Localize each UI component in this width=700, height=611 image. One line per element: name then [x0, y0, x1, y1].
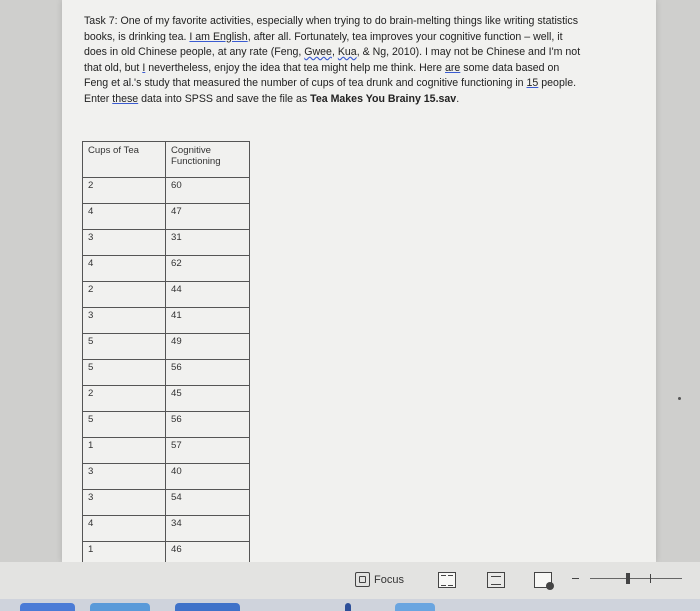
data-table [82, 141, 250, 568]
table-row [83, 386, 250, 412]
table-row [83, 464, 250, 490]
table-row [83, 282, 250, 308]
cell-cognitive-functioning[interactable]: 34 [166, 516, 250, 542]
cell-cognitive-functioning[interactable]: 57 [166, 438, 250, 464]
table-row [83, 438, 250, 464]
grammar-flag: I [142, 61, 146, 74]
zoom-thumb[interactable] [626, 573, 630, 584]
cell-cognitive-functioning[interactable]: 41 [166, 308, 250, 334]
taskbar-item[interactable] [395, 603, 435, 611]
table-row [83, 360, 250, 386]
focus-button[interactable] [355, 572, 404, 587]
print-layout-icon[interactable] [487, 572, 505, 588]
cell-cognitive-functioning[interactable]: 31 [166, 230, 250, 256]
cell-cups-of-tea[interactable]: 3 [83, 308, 166, 334]
read-mode-icon[interactable] [438, 572, 456, 588]
cell-cups-of-tea[interactable]: 5 [83, 360, 166, 386]
cell-cups-of-tea[interactable]: 4 [83, 516, 166, 542]
task-text: people. Enter [84, 77, 577, 105]
document-page [62, 0, 656, 562]
cell-cognitive-functioning[interactable]: 49 [166, 334, 250, 360]
cell-cups-of-tea[interactable]: 3 [83, 490, 166, 516]
cell-cognitive-functioning[interactable]: 62 [166, 256, 250, 282]
table-row [83, 334, 250, 360]
spelling-flag: Gwee [304, 46, 332, 59]
cell-cups-of-tea[interactable]: 5 [83, 412, 166, 438]
cell-cups-of-tea[interactable]: 3 [83, 464, 166, 490]
table-row [83, 412, 250, 438]
header-cups-of-tea[interactable]: Cups of Tea [83, 142, 166, 178]
task-text: . [456, 92, 460, 105]
cell-cups-of-tea[interactable]: 2 [83, 282, 166, 308]
cell-cups-of-tea[interactable]: 5 [83, 334, 166, 360]
taskbar-item[interactable] [175, 603, 240, 611]
cell-cognitive-functioning[interactable]: 56 [166, 360, 250, 386]
file-name: Tea Makes You Brainy 15.sav [310, 92, 457, 105]
table-row [83, 204, 250, 230]
cell-cups-of-tea[interactable]: 4 [83, 256, 166, 282]
taskbar-strip [0, 599, 700, 611]
cell-cups-of-tea[interactable]: 2 [83, 178, 166, 204]
task-paragraph [84, 14, 584, 108]
cell-cups-of-tea[interactable]: 3 [83, 230, 166, 256]
table-row [83, 230, 250, 256]
cell-cognitive-functioning[interactable]: 56 [166, 412, 250, 438]
cell-cups-of-tea[interactable]: 4 [83, 204, 166, 230]
task-text: , after all. Fortunately, tea improves your cognitive function – well, it does in old Chinese people, at any rate (Feng, [84, 30, 563, 59]
grammar-flag: 15 [526, 77, 539, 90]
table-row [83, 516, 250, 542]
cell-cups-of-tea[interactable]: 2 [83, 386, 166, 412]
taskbar-item[interactable] [90, 603, 150, 611]
header-cognitive-functioning[interactable]: Cognitive Functioning [166, 142, 250, 178]
cell-cups-of-tea[interactable]: 1 [83, 438, 166, 464]
taskbar-item[interactable] [345, 603, 351, 611]
grammar-flag: I am English [189, 30, 248, 43]
cell-cups-of-tea[interactable]: 1 [83, 542, 166, 568]
table-row [83, 256, 250, 282]
table-row [83, 178, 250, 204]
cell-cognitive-functioning[interactable]: 44 [166, 282, 250, 308]
cell-cognitive-functioning[interactable]: 45 [166, 386, 250, 412]
taskbar-item[interactable] [20, 603, 75, 611]
task-text: , [331, 46, 338, 59]
task-text: data into SPSS and save the file as [138, 92, 311, 105]
focus-label: Focus [374, 573, 404, 586]
web-layout-icon[interactable] [534, 572, 552, 588]
zoom-track[interactable] [590, 578, 682, 579]
cell-cognitive-functioning[interactable]: 47 [166, 204, 250, 230]
focus-icon [355, 572, 370, 587]
table-row [83, 490, 250, 516]
cell-cognitive-functioning[interactable]: 54 [166, 490, 250, 516]
zoom-in-icon[interactable] [650, 574, 651, 583]
task-text: some data based on Feng et al.'s study that measured the number of cups of tea drunk and cognitive functioning in [84, 61, 560, 90]
table-header-row [83, 142, 250, 178]
task-text: nevertheless, enjoy the idea that tea might help me think. Here [145, 61, 446, 74]
table-row [83, 308, 250, 334]
task-text: Task 7: One of my favorite activities, especially when trying to do brain-melting things like writing statistics books, is drinking tea. [84, 15, 578, 43]
spelling-flag: Kua [337, 46, 357, 59]
cell-cognitive-functioning[interactable]: 60 [166, 178, 250, 204]
grammar-flag: are [445, 61, 461, 74]
task-text: , & Ng, 2010). I may not be Chinese and I'm not that old, but [84, 46, 581, 74]
cell-cognitive-functioning[interactable]: 46 [166, 542, 250, 568]
cursor-dot [678, 397, 681, 400]
grammar-flag: these [112, 92, 139, 105]
zoom-out-icon[interactable] [572, 578, 579, 579]
cell-cognitive-functioning[interactable]: 40 [166, 464, 250, 490]
zoom-slider[interactable] [572, 578, 687, 588]
